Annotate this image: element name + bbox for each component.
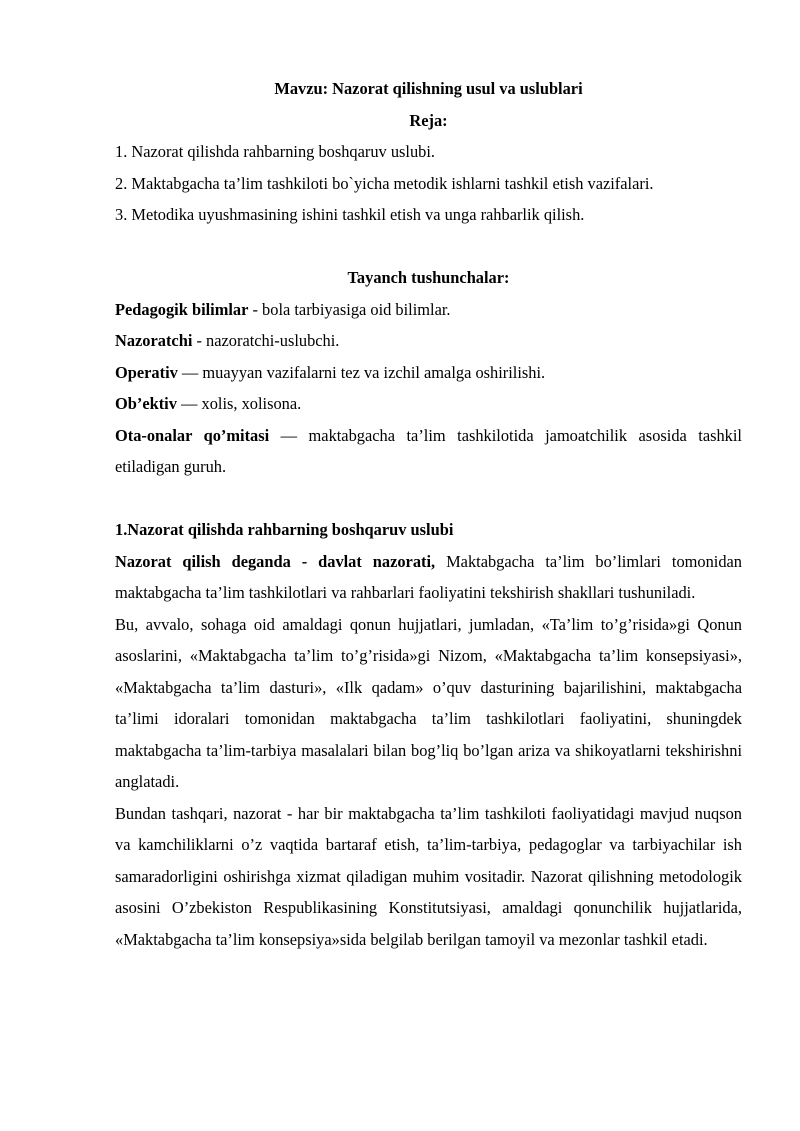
- plan-item: 3. Metodika uyushmasining ishini tashkil etish va unga rahbarlik qilish.: [115, 205, 585, 224]
- paragraph-lead: Nazorat qilish deganda - davlat nazorati,: [115, 551, 436, 571]
- section-paragraph: [115, 546, 742, 609]
- concept-definition: — xolis, xolisona.: [176, 394, 302, 413]
- spacer: [115, 483, 742, 515]
- concepts-heading: Tayanch tushunchalar:: [347, 268, 510, 287]
- document-title: Mavzu: Nazorat qilishning usul va uslublari: [274, 79, 583, 98]
- paragraph-text: Maktabgacha ta’lim bo’limlari tomonidan maktabgacha ta’lim tashkilotlari va rahbarlari faoliyatini tekshirish shakllari tushuniladi.: [115, 551, 742, 602]
- concept-term: Pedagogik bilimlar: [115, 299, 249, 319]
- concept-item: [115, 325, 742, 357]
- plan-item: 1. Nazorat qilishda rahbarning boshqaruv uslubi.: [115, 142, 436, 161]
- section-paragraph: Bundan tashqari, nazorat - har bir maktabgacha ta’lim tashkiloti faoliyatidagi mavjud nuqson va kamchiliklarni o’z vaqtida bartaraf etish, ta’lim-tarbiya, pedagoglar va tarbiyachilar ish samaradorligini oshirishga xizmat qiladigan muhim vositadir. Nazorat qilishning metodologik asosini O’zbekiston Respublikasining Konstitutsiyasi, amaldagi qonunchilik hujjatlarida, «Maktabgacha ta’lim konsepsiya»sida belgilab berilgan tamoyil va mezonlar tashkil etadi.: [115, 803, 742, 949]
- plan-item: 2. Maktabgacha ta’lim tashkiloti bo`yicha metodik ishlarni tashkil etish vazifalari.: [115, 173, 654, 193]
- concept-item: [115, 357, 742, 389]
- concept-definition: — muayyan vazifalarni tez va izchil amalga oshirilishi.: [177, 362, 546, 382]
- section-paragraph: Bu, avvalo, sohaga oid amaldagi qonun hujjatlari, jumladan, «Ta’lim to’g’risida»gi Qonun asoslarini, «Maktabgacha ta’lim to’g’risida»gi Nizom, «Maktabgacha ta’lim konsepsiyasi», «Maktabgacha ta’lim dasturi», «Ilk qadam» o’quv dasturining bajarilishini, maktabgacha ta’limi idoralari tomonidan maktabgacha ta’lim tashkilotlari faoliyatini, shuningdek maktabgacha ta’lim-tarbiya masalalari bilan bog’liq bo’lgan ariza va shikoyatlarni tekshirishni anglatadi.: [115, 614, 742, 791]
- concept-term: Ota-onalar qo’mitasi: [115, 425, 270, 445]
- concept-term: Ob’ektiv: [115, 394, 177, 413]
- concept-item: [115, 420, 742, 483]
- concept-definition: - nazoratchi-uslubchi.: [192, 331, 340, 350]
- concept-item: [115, 388, 742, 420]
- document-page: [115, 73, 742, 955]
- section-heading: 1.Nazorat qilishda rahbarning boshqaruv uslubi: [115, 520, 454, 539]
- concept-definition: — maktabgacha ta’lim tashkilotida jamoatchilik asosida tashkil etiladigan guruh.: [115, 425, 742, 476]
- concept-term: Nazoratchi: [115, 331, 193, 350]
- plan-heading: Reja:: [409, 110, 448, 130]
- concept-definition: - bola tarbiyasiga oid bilimlar.: [248, 299, 451, 319]
- concept-term: Operativ: [115, 362, 178, 382]
- spacer: [115, 231, 742, 263]
- concept-item: [115, 294, 742, 326]
